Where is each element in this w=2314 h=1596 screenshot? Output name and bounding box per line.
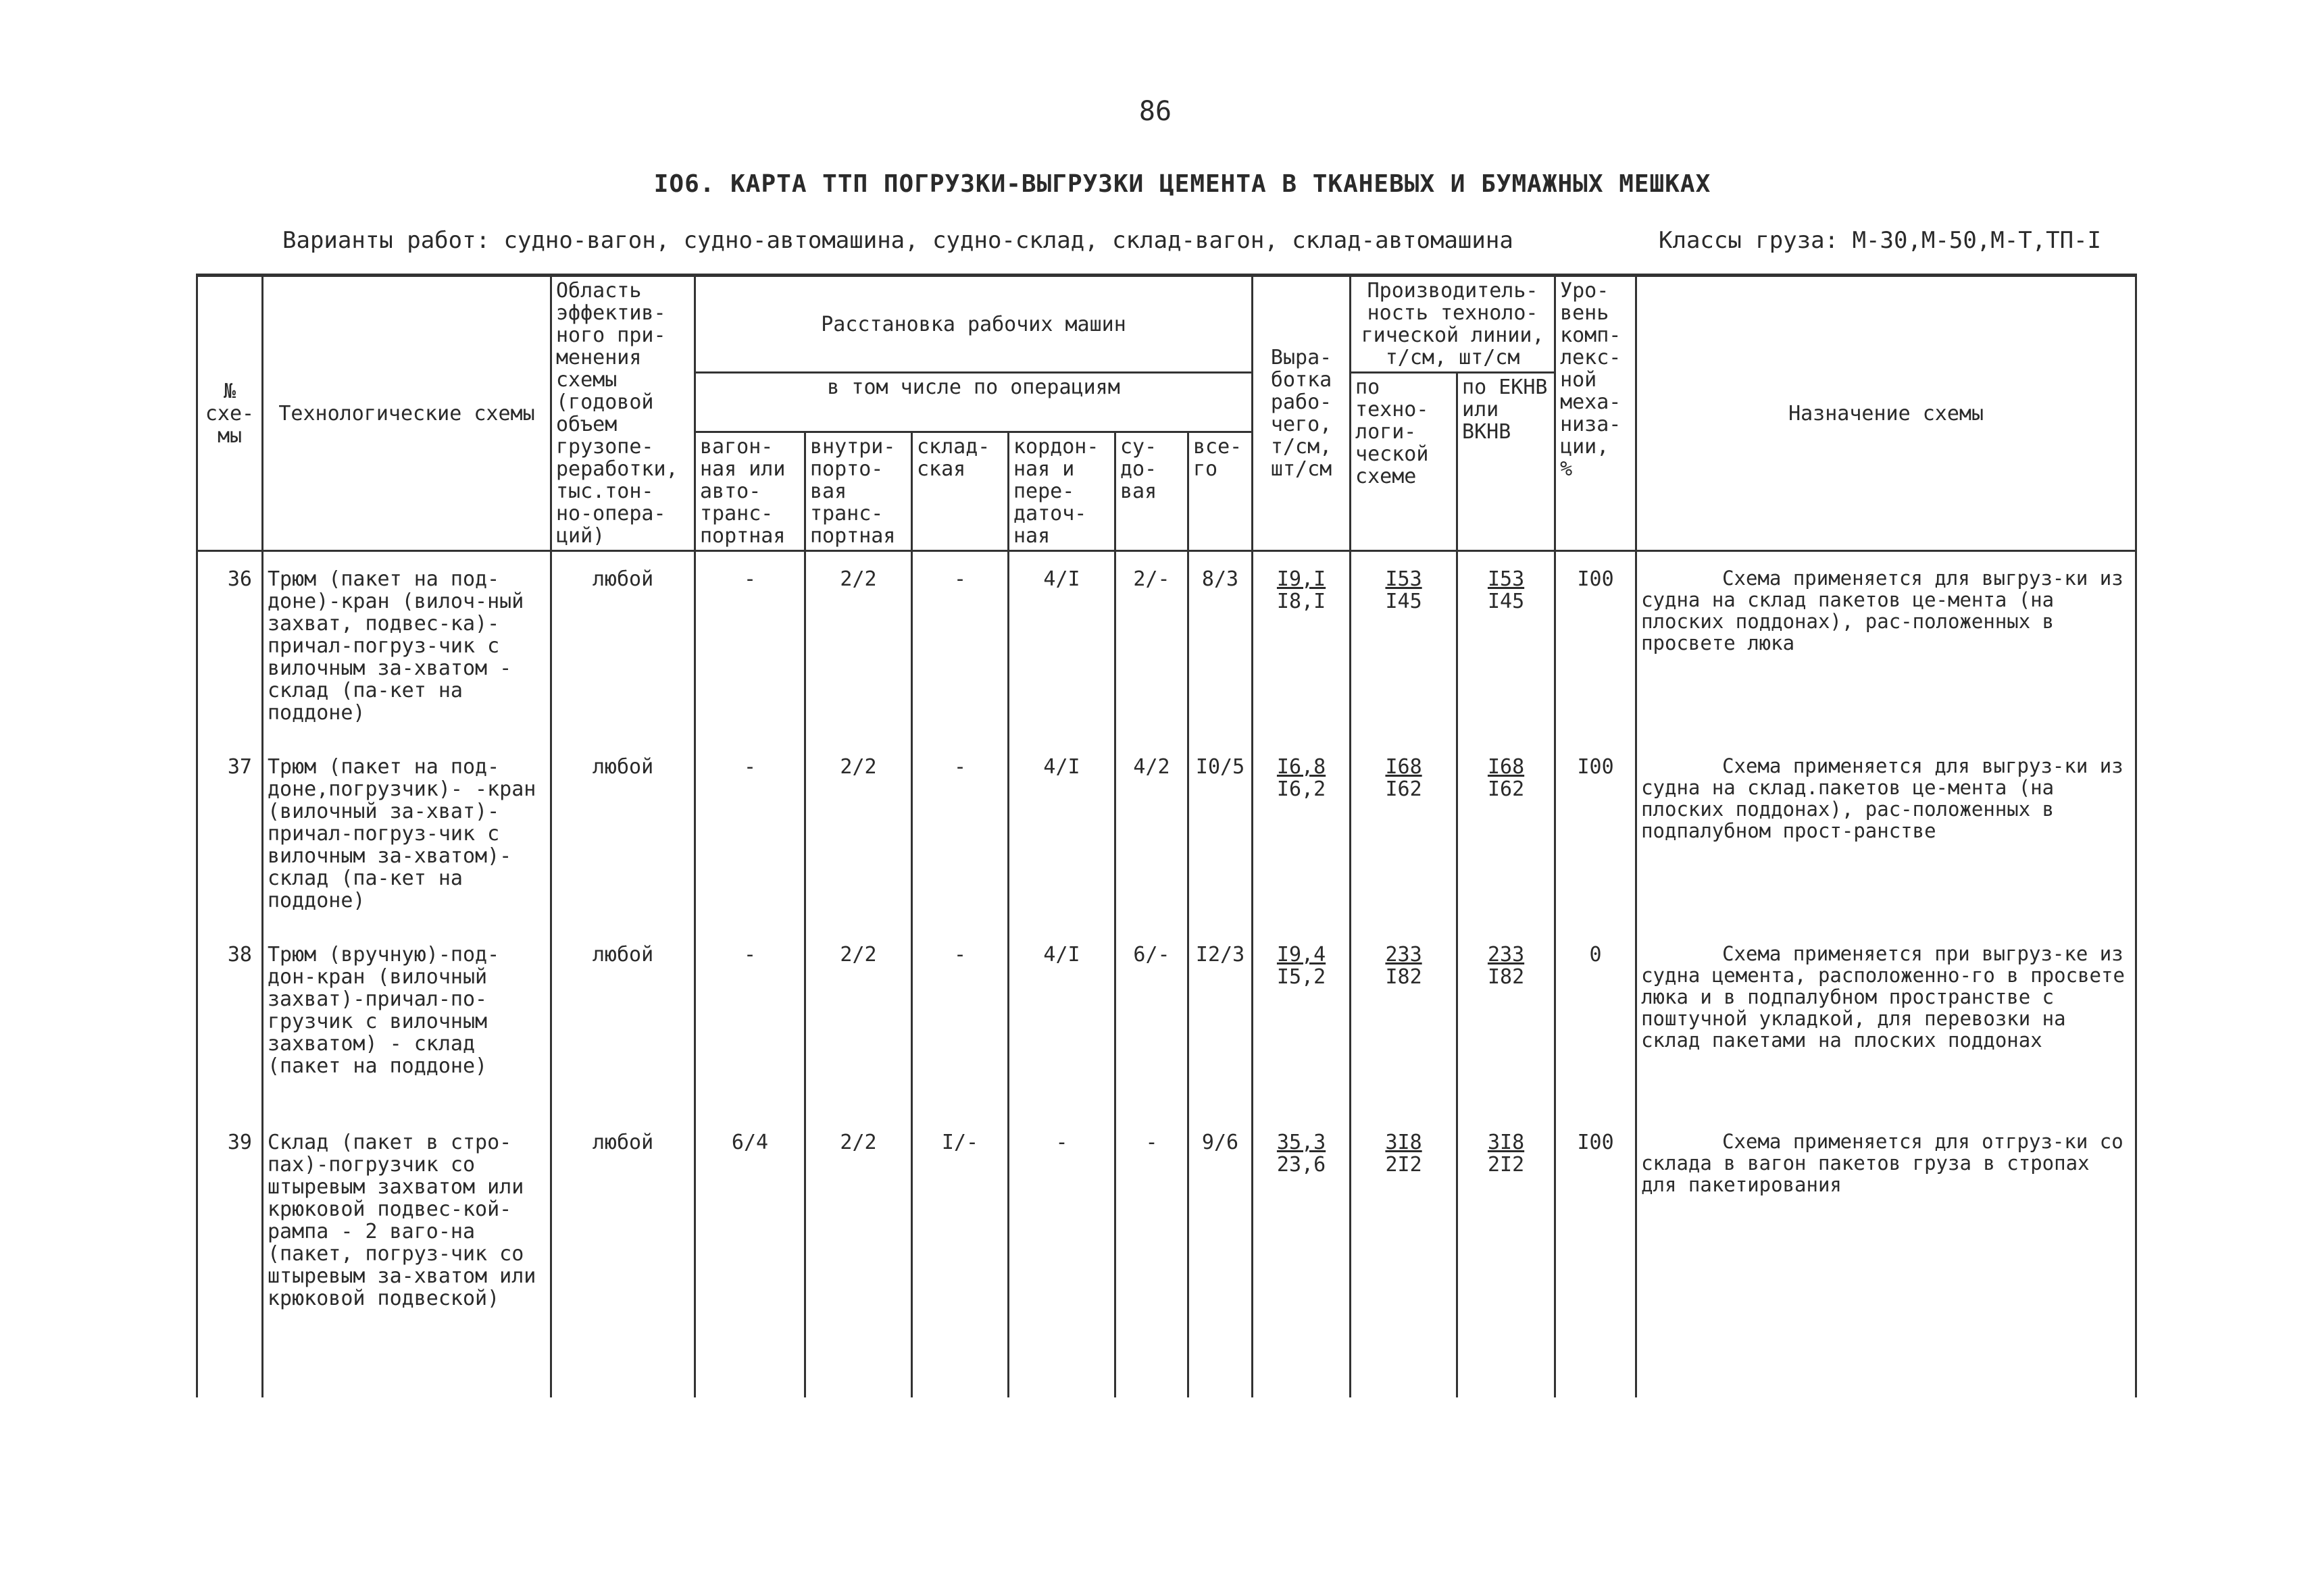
ekhv-prod-bottom: I82 bbox=[1487, 965, 1525, 989]
row-purpose: Схема применяется для отгруз-ки со склада в вагон пакетов груза в стропах для пакетирования bbox=[1636, 1115, 2136, 1397]
row-warehouse: - bbox=[912, 551, 1009, 740]
ekhv-prod-top: 233 bbox=[1487, 943, 1525, 967]
ekhv-prod-bottom: I45 bbox=[1487, 590, 1525, 613]
row-area: любой bbox=[551, 1115, 695, 1397]
row-purpose: Схема применяется для выгруз-ки из судна на склад.пакетов це-мента (на плоских поддонах), рас-положенных в подпалубном прост-ранстве bbox=[1636, 740, 2136, 927]
row-area: любой bbox=[551, 927, 695, 1115]
work-variants: Варианты работ: судно-вагон, судно-автомашина, судно-склад, склад-вагон, склад-автомашина bbox=[282, 227, 1513, 254]
scheme-prod-bottom: I62 bbox=[1385, 777, 1422, 801]
row-output bbox=[1253, 1115, 1351, 1397]
row-num: 39 bbox=[197, 1115, 263, 1397]
row-total: I2/3 bbox=[1188, 927, 1253, 1115]
table-row bbox=[197, 551, 2136, 740]
row-output bbox=[1253, 927, 1351, 1115]
output-top: I9,I bbox=[1276, 567, 1326, 591]
row-scheme: Трюм (пакет на под-доне)-кран (вилоч-ный захват, подвес-ка)-причал-погруз-чик с вилочным за-хватом - склад (па-кет на поддоне) bbox=[263, 551, 551, 740]
header-mech-level: Уро-вень комп-лекс-ной меха-низа-ции, % bbox=[1555, 276, 1636, 551]
row-ekhv-productivity bbox=[1457, 551, 1555, 740]
row-warehouse: - bbox=[912, 740, 1009, 927]
header-warehouse: склад-ская bbox=[912, 432, 1009, 551]
ekhv-prod-top: I53 bbox=[1487, 567, 1525, 591]
row-cordon: 4/I bbox=[1009, 927, 1115, 1115]
row-total: 9/6 bbox=[1188, 1115, 1253, 1397]
ekhv-prod-bottom: 2I2 bbox=[1487, 1153, 1525, 1177]
row-output bbox=[1253, 740, 1351, 927]
row-ekhv-productivity bbox=[1457, 740, 1555, 927]
scheme-prod-bottom: I82 bbox=[1385, 965, 1422, 989]
row-ship: - bbox=[1115, 1115, 1188, 1397]
header-internal: внутри-порто-вая транс-портная bbox=[805, 432, 912, 551]
header-placement: Расстановка рабочих машин bbox=[695, 276, 1253, 373]
output-bottom: I5,2 bbox=[1276, 965, 1326, 989]
row-warehouse: - bbox=[912, 927, 1009, 1115]
row-wagon: - bbox=[695, 927, 805, 1115]
row-internal: 2/2 bbox=[805, 551, 912, 740]
row-mech-level: I00 bbox=[1555, 1115, 1636, 1397]
row-scheme-productivity bbox=[1351, 927, 1457, 1115]
row-num: 38 bbox=[197, 927, 263, 1115]
output-top: 35,3 bbox=[1276, 1131, 1326, 1154]
scheme-prod-top: 3I8 bbox=[1385, 1131, 1422, 1154]
row-ship: 2/- bbox=[1115, 551, 1188, 740]
row-total: 8/3 bbox=[1188, 551, 1253, 740]
row-area: любой bbox=[551, 551, 695, 740]
row-num: 37 bbox=[197, 740, 263, 927]
row-internal: 2/2 bbox=[805, 740, 912, 927]
row-mech-level: I00 bbox=[1555, 740, 1636, 927]
output-top: I9,4 bbox=[1276, 943, 1326, 967]
header-output: Выра-ботка рабо-чего, т/см, шт/см bbox=[1253, 276, 1351, 551]
header-by-ekhv: по ЕКНВ или ВКНВ bbox=[1457, 373, 1555, 551]
table-row bbox=[197, 740, 2136, 927]
output-top: I6,8 bbox=[1276, 755, 1326, 779]
header-row-1 bbox=[197, 276, 2136, 373]
row-total: I0/5 bbox=[1188, 740, 1253, 927]
header-schemes: Технологические схемы bbox=[263, 276, 551, 551]
technology-table bbox=[196, 274, 2137, 1397]
row-purpose: Схема применяется при выгруз-ке из судна цемента, расположенно-го в просвете люка и в подпалубном пространстве с поштучной укладкой, для перевозки на склад пакетами на плоских поддонах bbox=[1636, 927, 2136, 1115]
ekhv-prod-top: 3I8 bbox=[1487, 1131, 1525, 1154]
row-ship: 4/2 bbox=[1115, 740, 1188, 927]
row-ship: 6/- bbox=[1115, 927, 1188, 1115]
row-cordon: 4/I bbox=[1009, 740, 1115, 927]
row-scheme-productivity bbox=[1351, 551, 1457, 740]
row-scheme-productivity bbox=[1351, 740, 1457, 927]
output-bottom: I6,2 bbox=[1276, 777, 1326, 801]
header-incl-ops: в том числе по операциям bbox=[695, 373, 1253, 432]
scheme-prod-bottom: I45 bbox=[1385, 590, 1422, 613]
scheme-prod-top: I53 bbox=[1385, 567, 1422, 591]
row-wagon: 6/4 bbox=[695, 1115, 805, 1397]
row-wagon: - bbox=[695, 740, 805, 927]
row-internal: 2/2 bbox=[805, 927, 912, 1115]
scheme-prod-top: 233 bbox=[1385, 943, 1422, 967]
row-wagon: - bbox=[695, 551, 805, 740]
row-cordon: - bbox=[1009, 1115, 1115, 1397]
page-number: 86 bbox=[1138, 96, 1172, 127]
row-warehouse: I/- bbox=[912, 1115, 1009, 1397]
row-mech-level: 0 bbox=[1555, 927, 1636, 1115]
ekhv-prod-bottom: I62 bbox=[1487, 777, 1525, 801]
header-by-scheme: по техно-логи-ческой схеме bbox=[1351, 373, 1457, 551]
header-purpose: Назначение схемы bbox=[1636, 276, 2136, 551]
output-bottom: 23,6 bbox=[1276, 1153, 1326, 1177]
header-ship: су-до-вая bbox=[1115, 432, 1188, 551]
header-num: № схе-мы bbox=[197, 276, 263, 551]
header-productivity: Производитель-ность техноло-гической линии, т/см, шт/см bbox=[1351, 276, 1555, 373]
header-area: Область эффектив-ного при-менения схемы (годовой объем грузопе-реработки, тыс.тон-но-опера-ций) bbox=[551, 276, 695, 551]
table-row bbox=[197, 1115, 2136, 1397]
row-scheme: Трюм (вручную)-под-дон-кран (вилочный захват)-причал-по-грузчик с вилочным захватом) - склад (пакет на поддоне) bbox=[263, 927, 551, 1115]
row-cordon: 4/I bbox=[1009, 551, 1115, 740]
row-internal: 2/2 bbox=[805, 1115, 912, 1397]
row-num: 36 bbox=[197, 551, 263, 740]
header-cordon: кордон-ная и пере-даточ-ная bbox=[1009, 432, 1115, 551]
row-scheme: Трюм (пакет на под-доне,погрузчик)- -кран (вилочный за-хват)-причал-погруз-чик с вилочным за-хватом)- склад (па-кет на поддоне) bbox=[263, 740, 551, 927]
row-output bbox=[1253, 551, 1351, 740]
scheme-prod-top: I68 bbox=[1385, 755, 1422, 779]
row-area: любой bbox=[551, 740, 695, 927]
output-bottom: I8,I bbox=[1276, 590, 1326, 613]
table-row bbox=[197, 927, 2136, 1115]
row-scheme: Склад (пакет в стро-пах)-погрузчик со штыревым захватом или крюковой подвес-кой-рампа - 2 ваго-на (пакет, погруз-чик со штыревым за-хватом или крюковой подвеской) bbox=[263, 1115, 551, 1397]
scheme-prod-bottom: 2I2 bbox=[1385, 1153, 1422, 1177]
header-total: все-го bbox=[1188, 432, 1253, 551]
document-title: IO6. КАРТА ТТП ПОГРУЗКИ-ВЫГРУЗКИ ЦЕМЕНТА В ТКАНЕВЫХ И БУМАЖНЫХ МЕШКАХ bbox=[653, 170, 1711, 198]
header-wagon: вагон-ная или авто-транс-портная bbox=[695, 432, 805, 551]
ekhv-prod-top: I68 bbox=[1487, 755, 1525, 779]
row-ekhv-productivity bbox=[1457, 1115, 1555, 1397]
row-ekhv-productivity bbox=[1457, 927, 1555, 1115]
row-mech-level: I00 bbox=[1555, 551, 1636, 740]
row-purpose: Схема применяется для выгруз-ки из судна на склад пакетов це-мента (на плоских поддонах), рас-положенных в просвете люка bbox=[1636, 551, 2136, 740]
row-scheme-productivity bbox=[1351, 1115, 1457, 1397]
cargo-classes: Классы груза: М-30,М-50,М-Т,ТП-I bbox=[1659, 227, 2102, 254]
